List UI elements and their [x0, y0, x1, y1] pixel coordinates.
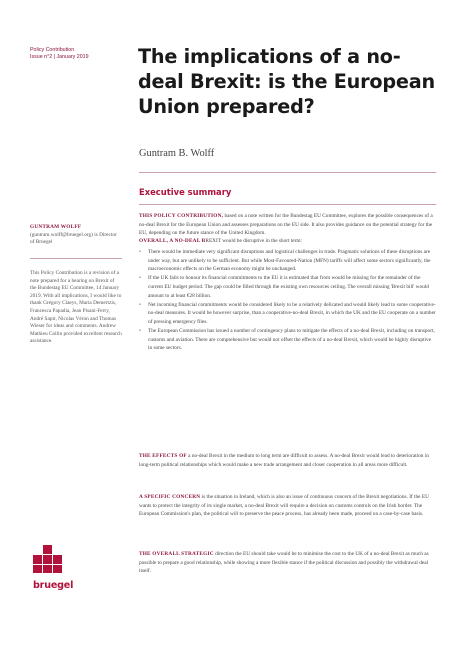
series-issue: Issue n°2 | January 2019: [30, 54, 89, 60]
paragraph-intro: [139, 212, 436, 238]
bruegel-logo: [33, 545, 74, 591]
paragraph-overall: [139, 237, 436, 246]
bullet-item: • There would be immediate very significant disruptions and logistical challenges in trade. Pragmatic solutions of these disruptions are under way, but are unlikely to be sufficient. But while Most-Favoured-Nation (MFN) tariffs will affect some sectors significantly, the macroeconomic effects on the German economy might be unchanged.: [139, 248, 436, 274]
series-name: Policy Contribution: [30, 47, 75, 53]
paragraph-text: a no-deal Brexit in the medium to long term are difficult to assess. A no-deal Brexit would lead to deterioration in long-term political relationships which would make a new trade arrangement and closer cooperation in all areas more difficult.: [139, 453, 429, 468]
sidebar-note: This Policy Contribution is a revision of a note prepared for a hearing on Brexit of the Bundestag EU Committee, 14 January 2019. With all implications, I would like to thank Grégory Claeys, Maria Demertzis, Francesca Papadia, Jean Pisani-Ferry, André Sapir, Nicolas Véron and Thomas Wieser for ideas and comments. Andrew Mathieu Collin provided excellent research assistance.: [30, 270, 122, 345]
bullet-item: • The European Commission has issued a number of contingency plans to mitigate the effects of a no-deal Brexit, including on transport, customs and aviation. There are comprehensive but would not offset the effects of a no-deal Brexit, which would be highly disruptive in some sectors.: [139, 327, 436, 353]
paragraph-text: REXIT would be disruptive in the short term:: [205, 238, 302, 244]
bullet-list: [139, 248, 436, 354]
paragraph-concern: [139, 493, 436, 519]
sidebar-author-info: [30, 224, 122, 247]
author-name: Guntram B. Wolff: [139, 148, 215, 159]
bullet-item: • Net incoming financial commitments would be considered likely to be a relatively delicated and would likely lead to some cooperative-no-deal measures. It would be however surprise, than a cooperative-no-deal Brexit, in which the UK and the EU cooperate on a number of pressing emergency files.: [139, 301, 436, 327]
paragraph-lead: A SPECIFIC CONCERN: [139, 494, 201, 500]
section-heading: Executive summary: [139, 187, 232, 197]
sidebar-author-label: GUNTRAM WOLFF: [30, 224, 82, 230]
divider: [139, 172, 436, 173]
document-title: The implications of a no-deal Brexit: is the European Union prepared?: [138, 45, 435, 118]
bullet-item: • If the UK fails to honour its financial commitments to the EU it is estimated that from would be missing for the remainder of the current EU budget period. The gap could be filled through the existing own resources ceiling. The overall missing 'Brexit bill' would amount to at least €28 billion.: [139, 274, 436, 300]
paragraph-text: is the situation in Ireland, which is also an issue of continuous concern of the Brexit negotiations. If the EU wants to protect the integrity of its single market, a no-deal Brexit will require a decision on customs controls on the Irish border. The European Commission's plan, the political will to preserve the peace process, has already been made, proceed on a case-by-case basis.: [139, 494, 429, 518]
divider: [139, 204, 436, 205]
paragraph-effects: [139, 452, 436, 469]
publication-series: [30, 47, 120, 61]
logo-mark-icon: [33, 545, 63, 573]
paragraph-text: based on a note written for the Bundestag EU Committee, explores the possible consequences of a no-deal Brexit for the European Union and assesses preparations on the EU side. It also provides guidance on the potential strategy for the EU, depending on the future stance of the United Kingdom.: [139, 213, 433, 237]
paragraph-lead: THE OVERALL STRATEGIC: [139, 551, 214, 557]
paragraph-text: direction the EU should take would be to minimise the cost to the UK of a no-deal Brexit as much as possible to prepare a good relationship, while showing a more flexible stance if the political discussion and possibly the withdrawal deal itself.: [139, 551, 429, 575]
paragraph-lead: OVERALL, A NO-DEAL B: [139, 238, 206, 244]
sidebar-author-email: (guntram.wolff@bruegel.org) is Director of Bruegel: [30, 231, 117, 246]
paragraph-lead: THIS POLICY CONTRIBUTION,: [139, 213, 224, 219]
logo-wordmark: bruegel: [33, 580, 74, 591]
paragraph-lead: THE EFFECTS OF: [139, 453, 187, 459]
sidebar-divider: [30, 258, 122, 259]
paragraph-strategy: [139, 550, 436, 576]
